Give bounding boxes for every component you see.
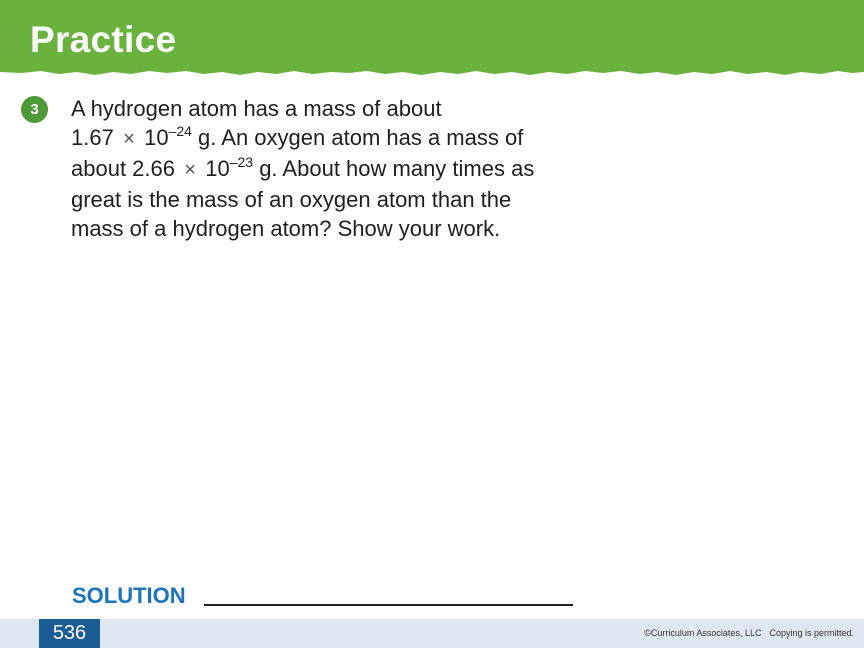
header-band	[0, 0, 864, 84]
problem-line	[71, 154, 591, 185]
oxygen-mass-coefficient: about 2.66	[71, 156, 175, 181]
hydrogen-mass-exponent: –24	[168, 123, 192, 139]
problem-line: great is the mass of an oxygen atom than the	[71, 187, 512, 212]
oxygen-mass-base: 10	[205, 156, 230, 181]
hydrogen-mass-coefficient: 1.67	[71, 125, 114, 150]
page-number: 536	[39, 619, 100, 648]
copyright-text: ©Curriculum Associates, LLC	[644, 628, 762, 638]
times-symbol: ×	[123, 128, 135, 150]
problem-number-badge: 3	[21, 96, 48, 123]
problem-line	[71, 123, 591, 154]
problem-line-continuation: g. An oxygen atom has a mass of	[191, 125, 524, 150]
problem-line: A hydrogen atom has a mass of about	[71, 96, 442, 121]
solution-label: SOLUTION	[72, 583, 186, 608]
permission-text: Copying is permitted.	[769, 628, 854, 638]
times-symbol: ×	[184, 159, 196, 181]
problem-statement	[71, 94, 591, 243]
problem-line: mass of a hydrogen atom? Show your work.	[71, 216, 501, 241]
problem-line-continuation: g. About how many times as	[253, 156, 535, 181]
copyright-notice	[644, 628, 854, 639]
hydrogen-mass-base: 10	[144, 125, 169, 150]
oxygen-mass-exponent: –23	[229, 154, 254, 170]
page-title: Practice	[30, 19, 177, 60]
solution-answer-line[interactable]	[204, 604, 573, 606]
